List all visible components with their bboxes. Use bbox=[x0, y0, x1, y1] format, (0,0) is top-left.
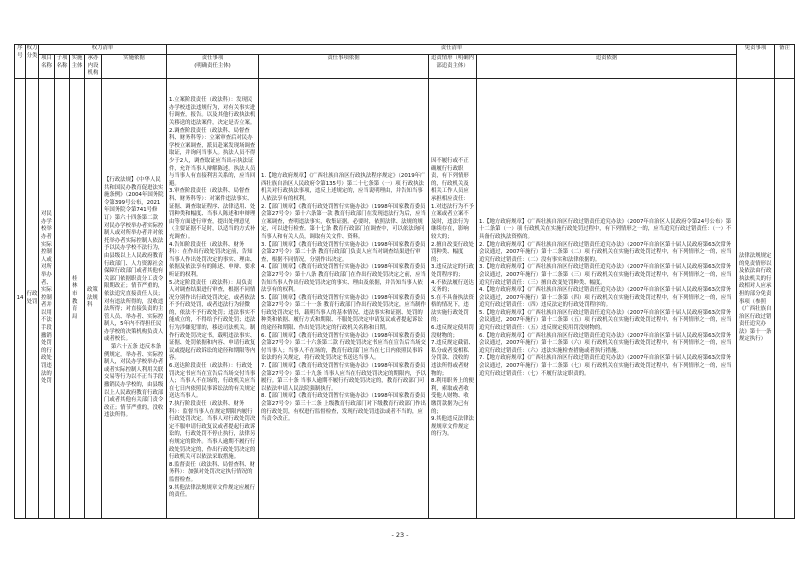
header-sub-item-name: 子项名称 bbox=[55, 55, 70, 79]
header-implementation-basis: 实施依据 bbox=[102, 55, 167, 79]
row-remarks bbox=[775, 297, 794, 301]
table-row bbox=[15, 79, 795, 519]
header-responsibility-items: 责任事项 (明确责任主体) bbox=[167, 55, 259, 79]
header-item-name: 项目名称 bbox=[39, 55, 55, 79]
header-exemption: 免责事项 bbox=[737, 45, 775, 79]
row-accountability: 因不履行或不正确履行行政职责，有下列情形的，行政机关及相关工作人员应承担相应责任： 1.对违法行为不予立案或者立案不及时，违法行为继续存在，影响较大的； 2.擅自改变行政处罚种类、幅度的； 3.违反法定的行政处罚程序的； 4.不依法履行送达义务的； 5.在不具备执法资格的情况下，违法实施行政处罚的； 6.违反规定使用罚没财物的； 7.违反规定截留、私分或者变相私分罚款、没收的违法所得或者财物的； 8.利用职务上的便利，索取或者收受他人财物、收缴罚款据为己有的； 9.其他违反法律法规规章文件规定的行为。 bbox=[431, 158, 474, 438]
row-accountability-basis: 1.【地方政府规章】《广西壮族自治区行政过错责任追究办法》（2007年自治区人民政府令第24号公布）第十二条第（一）项 行政机关在实施行政处罚过程中，有下列情形之一的，应当追究行政过错责任：（一）不具备行政执法资格的。 2.【地方政府规章】《广西壮族自治区行政过错责任追究办法》（2007年自治区第十届人民政府第63次常务会议通过，2007年施行）第十二条第（二）项 行政机关在实施行政处罚过程中，有下列情形之一的，应当追究行政过错责任：（二）没有事实和法律依据的。 3.【地方政府规章】《广西壮族自治区行政过错责任追究办法》（2007年自治区第十届人民政府第63次常务会议通过，2007年施行）第十二条第（三）项 行政机关在实施行政处罚过程中，有下列情形之一的，应当追究行政过错责任：（三）擅自改变处罚种类、幅度。 4.【地方政府规章】《广西壮族自治区行政过错责任追究办法》（2007年自治区第十届人民政府第63次常务会议通过，2007年施行）第十二条第（四）项 行政机关在实施行政处罚过程中，有下列情形之一的，应当追究行政过错责任：（四）违反法定的行政处罚程序的。 5.【地方政府规章】《广西壮族自治区行政过错责任追究办法》（2007年自治区第十届人民政府第63次常务会议通过，2007年施行）第十二条第（五）项 行政机关在实施行政处罚过程中，有下列情形之一的，应当追究行政过错责任：（五）违反规定使用罚没财物的。 6.【地方政府规章】《广西壮族自治区行政过错责任追究办法》（2007年自治区第十届人民政府第63次常务会议通过，2007年施行）第十二条第（六）项 行政机关在实施行政处罚过程中，有下列情形之一的，应当追究行政过错责任：（六）违法实施检查措施或者执行措施。 7.【地方政府规章】《广西壮族自治区行政过错责任追究办法》（2007年自治区第十届人民政府第63次常务会议通过，2007年施行）第十二条第（七）项 行政机关在实施行政处罚过程中，有下列情形之一的，应当追究行政过错责任：（七）不履行法定职责的。 bbox=[479, 218, 732, 377]
row-responsibility-items: 1.立案阶段责任（政法科）：发现民办学校违法违规行为，对有关事实进行调查，报告。以及其他行政执法机关移送的违法案件，决定是否立案。 2.调查阶段责任（政法科、局督查科、财务科等）：立案审查后对民办学校立案调查，派员赴案发现场调查取证，并询问当事人。执法人员不得少于2人，调查取证应当出示执法证件，允许当事人辩解陈述。执法人员与当事人有直接利害关系的，应当回避。 3.审查阶段责任（政法科、局督查科、财务科等）：对案件违法事实、证据、调查取证程序、法律适用、处罚种类和幅度、当事人陈述和申辩理由等方面进行审查，提出处理意见（主要证据不足时，以适当的方式补充调查）。 4.告知阶段责任（政法科、财务科）：在作出行政处罚决定前，告知当事人作出处罚决定的事实、理由、依据及依法享有的陈述、申辩、要求听证的权利。 5.决定阶段责任（政法科）：局负责人对调查结果进行审查，根据不同情况分别作出行政处罚决定，或者依法不予行政处罚，或者违法行为轻微的，依法不予行政处罚；违法事实不能成立的，不得给予行政处罚；违法行为涉嫌犯罪的，移送司法机关。制作行政处罚决定书，载明违法事实、证据、处罚依据和内容、申请行政复议或提起行政诉讼的途径和期限等内容。 6.送达阶段责任（政法科）：行政处罚决定书应当在宣告后当场交付当事人；当事人不在场的，行政机关应当在七日内依照民事诉讼法的有关规定送达当事人。 7.执行阶段责任（政法科、财务科）：监督当事人在规定期限内履行行政处罚决定。当事人对行政处罚决定不服申请行政复议或者提起行政诉讼的，行政处罚不停止执行，法律另有规定的除外。当事人逾期不履行行政处罚决定的，作出行政处罚决定的行政机关可以依法采取措施。 8.监督责任（政法科、局督查科、财务科）：加强对处罚决定执行情况的监督检查。 9.其他法律法规规章文件规定应履行的责任。 bbox=[169, 97, 256, 499]
header-implementing-subject: 实施主体 bbox=[70, 55, 85, 79]
row-implementing-subject: 桂林市教育局 bbox=[72, 275, 78, 320]
power-responsibility-table bbox=[14, 44, 795, 519]
header-remarks: 备注 bbox=[775, 45, 795, 79]
row-item-name: 对民办学校举办者实际控制人或对所举办者、实际控制者并以用不法手段撤销处罚的行政处罚违法的处罚 bbox=[41, 211, 52, 385]
row-seq: 14 bbox=[15, 79, 26, 519]
row-power-type: 行政处罚 bbox=[26, 79, 39, 519]
row-implementation-basis: 【行政法规】《中华人民共和国民办教育促进法实施条例》（2004年国务院令第399号公布，2021年国务院令第741号修订）第六十四条第二款 对民办学校举办者实际控制人或对所举办者并对依托举办者实际控制人依法予以民办学校不法行为，由县级以上人民政府教育行政部门、人力资源社会保障行政部门或者其他有关部门依据职责分工责令限期改正；情节严重的，依法追究直接责任人员；对有违法所得的，没收违法所得；对直接负责的主管人员、举办者、实际控制人，5年内不得担任民办学校的决策机构负责人或者校长。 第六十五条 违反本条例规定，举办者、实际控制人，对民办学校举办者或者实际控制人利用关联交易等行为以不正当手段撤销民办学校的，由县级以上人民政府教育行政部门或者其他有关部门责令改正；情节严重的，没收违法所得。 bbox=[104, 177, 164, 419]
row-undertaking-org: 政策法规科 bbox=[87, 287, 98, 309]
header-seq: 序号 bbox=[15, 45, 26, 79]
page-number: - 23 - bbox=[391, 531, 409, 539]
header-responsibility-list: 责任清单 bbox=[167, 45, 737, 55]
header-responsibility-basis: 责任事项依据 bbox=[259, 55, 429, 79]
row-responsibility-basis: 1.【地方政府规章】《广西壮族自治区行政执法程序规定》（2019年广西壮族自治区人民政府令第135号）第二十七条第（一）项 行政执法机关对行政执法事项，违反上述规定的，应当说明理由，并告知当事人依法享有的权利。 2.【部门规章】《教育行政处罚暂行实施办法》（1998年国家教育委员会第27号令）第十六条第一款 教育行政部门在发现违法行为后，应当立案调查，查明违法事实，收集证据。必要时，依照法律、法规的规定，可以进行检查。第十七条 教育行政部门在调查中，可以依法询问当事人和有关人员，调取有关文件、资料。 3.【部门规章】《教育行政处罚暂行实施办法》（1998年国家教育委员会第27号令）第二十条 教育行政部门负责人应当对调查结果进行审查，根据不同情况，分别作出决定。 4.【部门规章】《教育行政处罚暂行实施办法》（1998年国家教育委员会第27号令）第十八条 教育行政部门在作出行政处罚决定之前，应当告知当事人作出行政处罚决定的事实、理由及依据，并告知当事人依法享有的权利。 5.【部门规章】《教育行政处罚暂行实施办法》（1998年国家教育委员会第27号令）第二十一条 教育行政部门作出行政处罚决定，应当制作行政处罚决定书，载明当事人的基本情况、违法事实和证据、处罚的种类和依据、履行方式和期限、不服处罚决定申请复议或者提起诉讼的途径和期限、作出处罚决定的行政机关名称和日期。 6.【部门规章】《教育行政处罚暂行实施办法》（1998年国家教育委员会第27号令）第二十六条第二款 行政处罚决定书应当在宣告后当场交付当事人；当事人不在场的，教育行政部门应当在七日内依照民事诉讼法的有关规定，将行政处罚决定书送达当事人。 7.【部门规章】《教育行政处罚暂行实施办法》（1998年国家教育委员会第27号令）第二十九条 当事人应当在行政处罚决定的期限内，予以履行。第三十条 当事人逾期不履行行政处罚决定的，教育行政部门可以依法申请人民法院强制执行。 8.【部门规章】《教育行政处罚暂行实施办法》（1998年国家教育委员会第27号令）第三十二条 上级教育行政部门对下级教育行政部门作出的行政处罚，有权进行监督检查，发现行政处罚违法或者不当的，应当责令改正。 bbox=[261, 173, 426, 423]
row-exemption: 法律法规规定的免责情形以及依法由行政执法机关的行政相对人应承担的部分免责事项（参照《广西壮族自治区行政过错责任追究办法》第十一条规定执行） bbox=[739, 252, 772, 343]
header-undertaking-org: 承办内设机构 bbox=[85, 55, 102, 79]
header-power-type: 权力分类 bbox=[26, 45, 39, 79]
document-page bbox=[14, 44, 790, 519]
header-power-list: 权力清单 bbox=[39, 45, 167, 55]
header-accountability: 追责情形（明确内部追责主体） bbox=[429, 55, 477, 79]
header-accountability-basis: 追责依据 bbox=[477, 55, 737, 79]
row-sub-item-name bbox=[55, 297, 69, 301]
